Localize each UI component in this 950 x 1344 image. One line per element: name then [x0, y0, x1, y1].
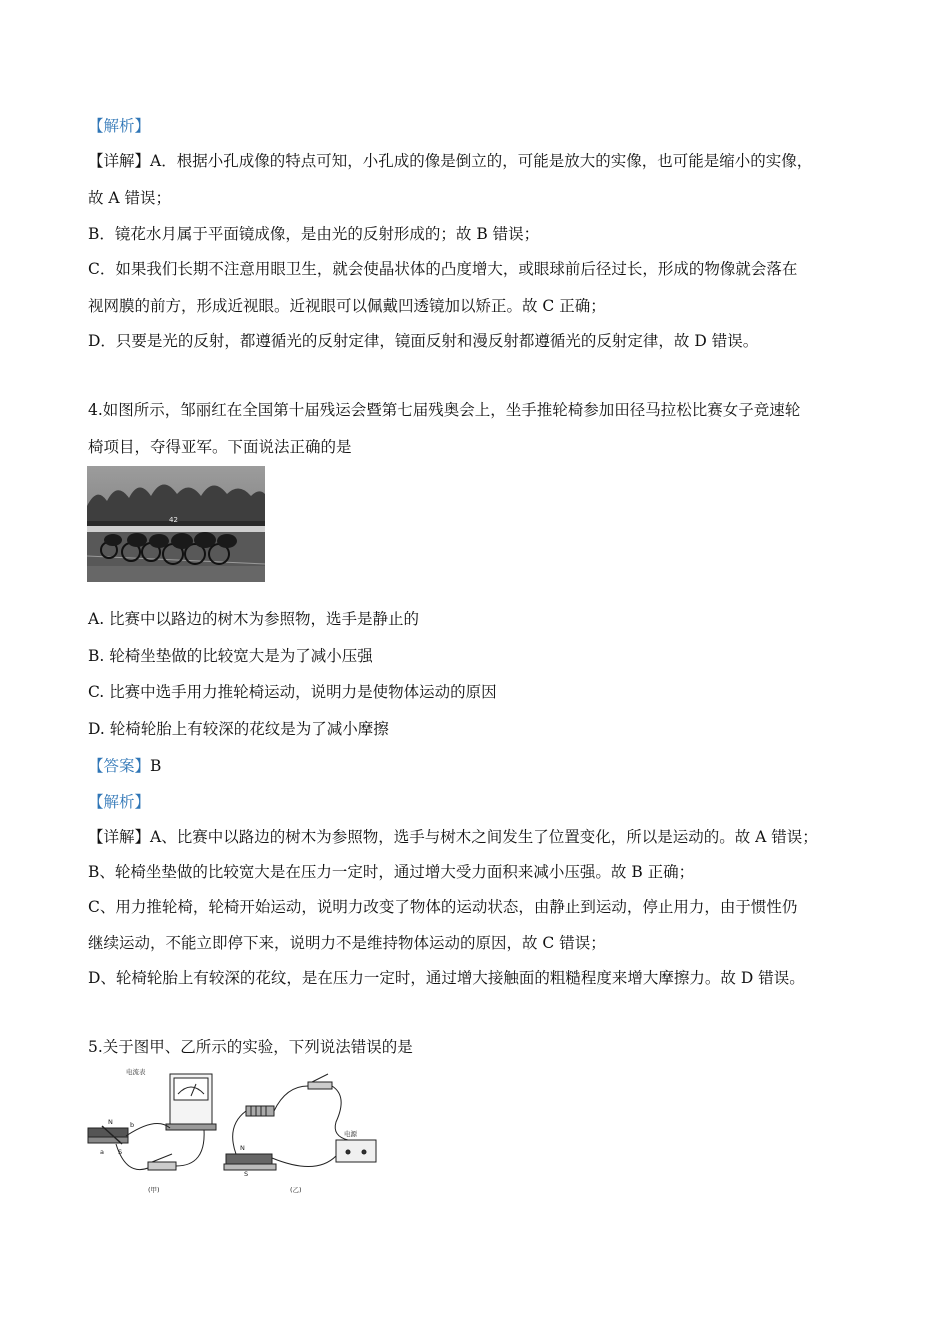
- q4-answer-tag: 【答案】: [88, 757, 151, 775]
- q5-stem: 5.关于图甲、乙所示的实验，下列说法错误的是: [88, 1038, 413, 1056]
- q3-detail-tag: 【详解】: [88, 152, 151, 170]
- fig-label-power: 电源: [344, 1130, 357, 1138]
- q3-detail-line-5: 视网膜的前方，形成近视眼。近视眼可以佩戴凹透镜加以矫正。故 C 正确；: [88, 297, 606, 315]
- fig-label-s2: S: [244, 1170, 249, 1178]
- q3-detail-line-3: B．镜花水月属于平面镜成像，是由光的反射形成的；故 B 错误；: [88, 225, 540, 243]
- q4-detail-tag: 【详解】: [88, 828, 151, 846]
- fig-label-s1: S: [118, 1148, 123, 1156]
- experiment-figure: [86, 1066, 386, 1198]
- q4-option-b: B. 轮椅坐垫做的比较宽大是为了减小压强: [88, 647, 373, 665]
- fig-label-a: a: [100, 1148, 104, 1156]
- q4-answer-value: B: [150, 757, 162, 775]
- q4-detail-line-4: 继续运动，不能立即停下来，说明力不是维持物体运动的原因，故 C 错误；: [88, 934, 606, 952]
- q3-analysis-tag: 【解析】: [88, 117, 151, 135]
- q3-detail-line-1: 【详解】A．根据小孔成像的特点可知，小孔成的像是倒立的，可能是放大的实像，也可能是缩小的实像，: [88, 152, 813, 170]
- q4-detail-line-1: 【详解】A、比赛中以路边的树木为参照物，选手与树木之间发生了位置变化，所以是运动的。故 A 错误；: [88, 828, 818, 846]
- q4-detail-line-5: D、轮椅轮胎上有较深的花纹，是在压力一定时，通过增大接触面的粗糙程度来增大摩擦力。故 D 错误。: [88, 969, 805, 987]
- q4-stem-line-2: 椅项目，夺得亚军。下面说法正确的是: [88, 438, 352, 456]
- fig-label-ammeter: 电流表: [126, 1068, 146, 1076]
- fig-label-n1: N: [108, 1118, 113, 1126]
- q3-detail-line-2: 故 A 错误；: [88, 189, 172, 207]
- q3-detail-line-4: C．如果我们长期不注意用眼卫生，就会使晶状体的凸度增大，或眼球前后径过长，形成的物像就会落在: [88, 260, 798, 278]
- q4-detail-line-3: C、用力推轮椅，轮椅开始运动，说明力改变了物体的运动状态，由静止到运动，停止用力，由于惯性仍: [88, 898, 798, 916]
- fig-label-yi: (乙): [290, 1186, 302, 1194]
- q4-answer: [88, 756, 890, 776]
- q4-option-d: D. 轮椅轮胎上有较深的花纹是为了减小摩擦: [88, 720, 389, 738]
- q4-stem-line-1: 4.如图所示，邹丽红在全国第十届残运会暨第七届残奥会上，坐手推轮椅参加田径马拉松比赛女子竞速轮: [88, 401, 801, 419]
- q4-detail-line-2: B、轮椅坐垫做的比较宽大是在压力一定时，通过增大受力面积来减小压强。故 B 正确；: [88, 863, 695, 881]
- wheelchair-race-photo: [87, 466, 265, 582]
- fig-label-n2: N: [240, 1144, 245, 1152]
- fig-label-jia: (甲): [148, 1186, 160, 1194]
- bib-number: 42: [169, 516, 178, 524]
- q4-option-a: A. 比赛中以路边的树木为参照物，选手是静止的: [88, 610, 420, 628]
- q3-detail-line-6: D．只要是光的反射，都遵循光的反射定律，镜面反射和漫反射都遵循光的反射定律，故 D 错误。: [88, 332, 759, 350]
- q4-analysis-tag: 【解析】: [88, 793, 151, 811]
- q4-option-c: C. 比赛中选手用力推轮椅运动，说明力是使物体运动的原因: [88, 683, 497, 701]
- fig-label-b: b: [130, 1121, 135, 1129]
